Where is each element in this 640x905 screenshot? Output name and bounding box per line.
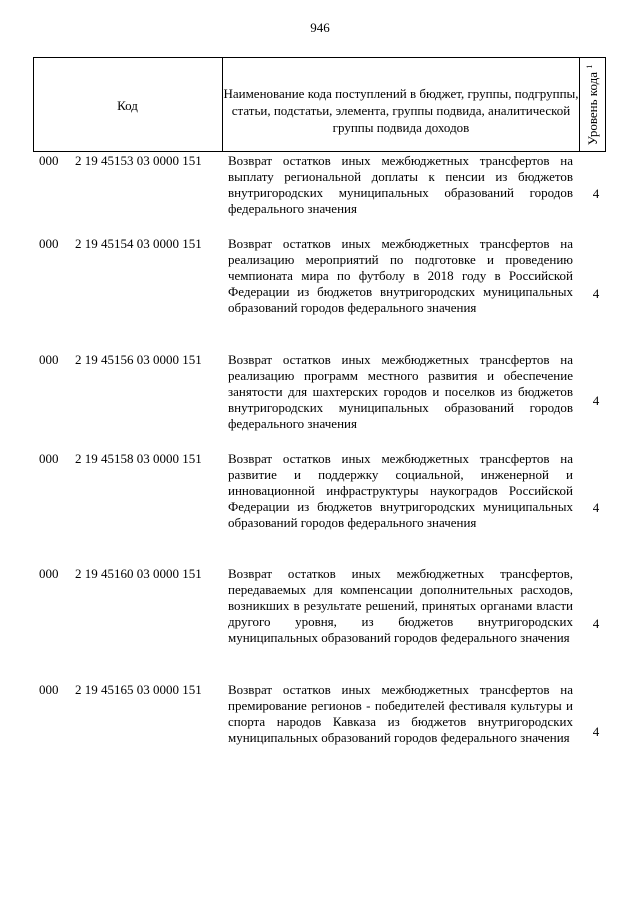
row-level: 4	[592, 393, 600, 408]
row-income-code: 2 19 45165 03 0000 151	[75, 682, 202, 697]
row-level: 4	[592, 286, 600, 301]
row-admin-code: 000	[39, 153, 59, 168]
table-row	[33, 682, 606, 782]
page-number: 946	[310, 20, 330, 35]
row-income-code: 2 19 45156 03 0000 151	[75, 352, 202, 367]
row-description: Возврат остатков иных межбюджетных трансфертов на выплату региональной доплаты к пенсии из бюджетов внутригородских муниципальных образований городов федерального значения	[228, 153, 573, 216]
header-level-cell	[580, 58, 605, 151]
row-income-code: 2 19 45154 03 0000 151	[75, 236, 202, 251]
header-level-label	[584, 64, 600, 144]
table-row	[33, 352, 606, 451]
header-code-label: Код	[117, 98, 138, 113]
header-level-text: Уровень кода	[584, 71, 600, 145]
row-income-code: 2 19 45153 03 0000 151	[75, 153, 202, 168]
row-description: Возврат остатков иных межбюджетных трансфертов, передаваемых для компенсации дополнительных расходов, возникших в результате решений, принятых органами власти другого уровня, из бюджетов внутригородских муниципальных образований городов федерального значения	[228, 566, 573, 645]
row-income-code: 2 19 45160 03 0000 151	[75, 566, 202, 581]
row-admin-code: 000	[39, 566, 59, 581]
row-admin-code: 000	[39, 352, 59, 367]
row-admin-code: 000	[39, 236, 59, 251]
row-level: 4	[592, 616, 600, 631]
row-admin-code: 000	[39, 682, 59, 697]
header-name-label: Наименование кода поступлений в бюджет, группы, подгруппы, статьи, подстатьи, элемента, группы подвида, аналитической группы подвида доходов	[223, 86, 579, 135]
row-description: Возврат остатков иных межбюджетных трансфертов на реализацию мероприятий по подготовке и проведению чемпионата мира по футболу в 2018 году в Российской Федерации из бюджетов внутригородских муниципальных образований городов федерального значения	[228, 236, 573, 315]
table-row	[33, 236, 606, 352]
header-border-right	[605, 58, 606, 151]
table-row	[33, 566, 606, 682]
row-description: Возврат остатков иных межбюджетных трансфертов на премирование регионов - победителей фестиваля культуры и спорта народов Кавказа из бюджетов внутригородских муниципальных образований городов федерального значения	[228, 682, 573, 745]
row-admin-code: 000	[39, 451, 59, 466]
row-level: 4	[592, 186, 600, 201]
table-row	[33, 153, 606, 236]
row-level: 4	[592, 724, 600, 739]
table-row	[33, 451, 606, 566]
header-level-footnote: 1	[584, 64, 594, 69]
row-income-code: 2 19 45158 03 0000 151	[75, 451, 202, 466]
row-level: 4	[592, 500, 600, 515]
row-description: Возврат остатков иных межбюджетных трансфертов на реализацию программ местного развития и обеспечение занятости для шахтерских городов и поселков из бюджетов внутригородских муниципальных образований городов федерального значения	[228, 352, 573, 431]
table-header	[33, 57, 606, 152]
row-description: Возврат остатков иных межбюджетных трансфертов на развитие и поддержку социальной, инженерной и инновационной инфраструктуры наукоградов Российской Федерации из бюджетов внутригородских муниципальных образований городов федерального значения	[228, 451, 573, 530]
table-body	[33, 153, 606, 782]
